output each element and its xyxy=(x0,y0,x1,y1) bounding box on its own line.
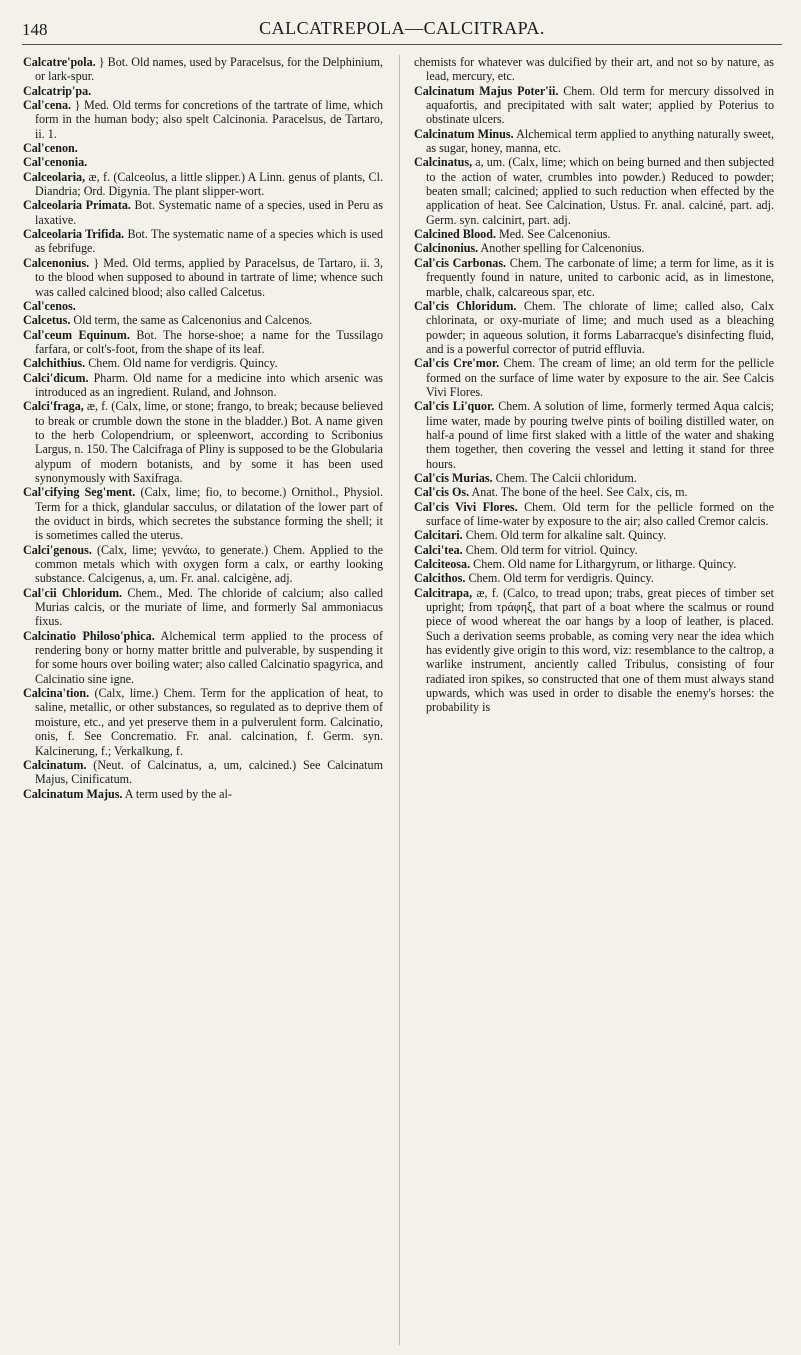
entry-definition: (Calx, lime; γεννάω, to generate.) Chem. Applied to the common metals which with oxygen form a calx, or earthy looking substance. Calcigenus, a, um. Fr. anal. calcigène, adj. xyxy=(35,542,383,586)
entry-headword: Cal'cis Carbonas. xyxy=(414,255,507,270)
entry-headword: Cal'cis Vivi Flores. xyxy=(414,499,518,514)
dictionary-entry xyxy=(23,327,383,357)
entry-definition: Chem., Med. The chloride of calcium; also called Murias calcis, or the muriate of lime, and formerly Sal ammoniacus fixus. xyxy=(35,585,383,629)
entry-definition: Bot. The horse-shoe; a name for the Tussilago farfara, or colt's-foot, from the shape of its leaf. xyxy=(35,327,383,356)
entry-definition: Another spelling for Calcenonius. xyxy=(480,241,645,256)
page-number: 148 xyxy=(22,20,48,39)
entry-headword: Calci'tea. xyxy=(414,542,463,557)
left-column xyxy=(23,55,383,1345)
dictionary-entry xyxy=(23,98,383,141)
dictionary-entry xyxy=(23,313,383,328)
entry-headword: Calcitari. xyxy=(414,528,463,543)
entry-definition: Anat. The bone of the heel. See Calx, cis, m. xyxy=(471,485,688,500)
entry-headword: Cal'cis Os. xyxy=(414,485,470,500)
dictionary-entry xyxy=(414,83,774,127)
dictionary-entry xyxy=(414,571,774,586)
dictionary-entry xyxy=(414,155,774,227)
entry-headword: Calcinatum Majus Poter'ii. xyxy=(414,83,559,98)
entry-definition: } Med. Old terms for concretions of the tartrate of lime, which form in the human body; also spelt Calcinonia. Paracelsus, de Tartaro, ii. 1. xyxy=(35,98,383,141)
entry-headword: Calcinatus, xyxy=(414,155,473,170)
entry-definition: Chem. Old term for verdigris. Quincy. xyxy=(468,571,654,586)
entry-definition: Alchemical term applied to the process of rendering bony or horny matter brittle and pulverable, by suspending it for some hours over boiling water; also called Calcinatio spagyrica, and Calcinatio sine igne. xyxy=(35,628,383,686)
dictionary-entry xyxy=(23,83,383,98)
entry-definition: (Neut. of Calcinatus, a, um, calcined.) See Calcinatum Majus, Cinificatum. xyxy=(35,757,383,787)
entry-definition: Chem. Old term for mercury dissolved in aquafortis, and precipitated with salt water; applied by Poterius to obstinate ulcers. xyxy=(426,83,774,127)
entry-definition: Chem. Old term for alkaline salt. Quincy. xyxy=(465,528,667,543)
entry-headword: Cal'cifying Seg'ment. xyxy=(23,485,136,500)
entry-headword: Cal'cis Chloridum. xyxy=(414,298,517,313)
entry-definition: æ, f. (Calx, lime, or stone; frango, to break; because believed to break or crumble down the stone in the bladder.) Bot. A name given to the herb Colopendrium, or spleenwort, according to Scribonius Largus, n. 150. The Calcifraga of Pliny is supposed to be the Globularia alypum of modern botanists, and by some it has been used synonymously with Saxifraga. xyxy=(35,399,383,485)
dictionary-entry xyxy=(414,55,774,84)
dictionary-entry xyxy=(23,198,383,227)
entry-headword: Calcina'tion. xyxy=(23,686,90,701)
entry-headword: Cal'cenos. xyxy=(23,298,76,313)
entry-definition: Chem. Old name for verdigris. Quincy. xyxy=(88,356,278,371)
running-head: CALCATREPOLA—CALCITRAPA. xyxy=(259,18,545,38)
dictionary-entry xyxy=(23,155,383,170)
entry-headword: Cal'cis Li'quor. xyxy=(414,399,495,414)
dictionary-entry xyxy=(414,255,774,299)
entry-definition: (Calx, lime; fio, to become.) Ornithol., Physiol. Term for a thick, glandular sacculus, or dilatation of the lower part of the oviduct in birds, which secretes the substance forming the shell; it is sometimes called the uterus. xyxy=(35,485,383,543)
entry-definition: Alchemical term applied to anything naturally sweet, as sugar, honey, manna, etc. xyxy=(426,126,774,156)
entry-headword: Calceolaria, xyxy=(23,169,86,184)
entry-headword: Cal'cii Chloridum. xyxy=(23,585,123,600)
page-header xyxy=(22,10,782,45)
entry-headword: Calcenonius. xyxy=(23,255,90,270)
column-divider xyxy=(399,55,400,1345)
dictionary-entry xyxy=(414,485,774,500)
dictionary-entry xyxy=(23,686,383,758)
entry-definition: Med. See Calcenonius. xyxy=(499,227,611,242)
entry-headword: Calcatre'pola. xyxy=(23,55,96,69)
dictionary-entry xyxy=(23,585,383,629)
dictionary-entry xyxy=(414,585,774,715)
dictionary-entry xyxy=(23,399,383,485)
entry-definition: Chem. The chlorate of lime; called also, Calx chlorinata, or oxy-muriate of lime; and much used as a bleaching powder; in aqueous solution, it forms Labarracque's disinfecting fluid, and is a powerful corrector of putrid effluvia. xyxy=(426,298,774,356)
entry-headword: Calci'genous. xyxy=(23,542,92,557)
entry-headword: Cal'cis Cre'mor. xyxy=(414,356,500,371)
entry-headword: Calci'dicum. xyxy=(23,370,89,385)
dictionary-entry xyxy=(23,757,383,787)
entry-definition: } Bot. Old names, used by Paracelsus, for the Delphinium, or lark-spur. xyxy=(35,55,383,84)
dictionary-entry xyxy=(414,399,774,471)
entry-definition: a, um. (Calx, lime; which on being burned and then subjected to the action of water, crumbles into powder.) Reduced to powder; beaten small; calcined; applied to such reduction when effected by the application of heat. See Calcination, Ustus. Fr. anal. calciné, part. adj. Germ. syn. calcinirt, part. adj. xyxy=(426,155,774,227)
dictionary-entry xyxy=(414,528,774,543)
dictionary-entry xyxy=(414,499,774,529)
entry-definition: æ, f. (Calceolus, a little slipper.) A Linn. genus of plants, Cl. Diandria; Ord. Digynia. The plant slipper-wort. xyxy=(35,169,383,199)
entry-headword: Calcithos. xyxy=(414,571,466,586)
entry-definition: Chem. The Calcii chloridum. xyxy=(495,470,637,485)
entry-definition: Chem. The carbonate of lime; a term for lime, as it is frequently found in nature, united to carbonic acid, as in limestone, marble, chalk, calcareous spar, etc. xyxy=(426,255,774,299)
entry-definition: Chem. Old term for vitriol. Quincy. xyxy=(465,542,638,557)
dictionary-entry xyxy=(414,298,774,356)
entry-headword: Calcetus. xyxy=(23,313,71,328)
entry-headword: Calcinatio Philoso'phica. xyxy=(23,628,155,643)
dictionary-entry xyxy=(414,241,774,256)
entry-headword: Calciteosa. xyxy=(414,557,471,572)
dictionary-entry xyxy=(23,298,383,313)
entry-headword: Calcinatum Minus. xyxy=(414,126,514,141)
entry-headword: Calci'fraga, xyxy=(23,399,84,414)
entry-headword: Calceolaria Trifida. xyxy=(23,227,125,242)
entry-headword: Cal'cenonia. xyxy=(23,155,88,170)
entry-headword: Calcinatum. xyxy=(23,757,87,772)
entry-headword: Cal'cis Murias. xyxy=(414,470,493,485)
dictionary-entry xyxy=(23,542,383,586)
entry-definition: Chem. Old term for the pellicle formed on the surface of lime-water by exposure to the air; also called Cremor calcis. xyxy=(426,499,774,528)
dictionary-entry xyxy=(23,141,383,156)
dictionary-entry xyxy=(23,356,383,371)
dictionary-entry xyxy=(414,356,774,399)
entry-definition: Bot. Systematic name of a species, used in Peru as laxative. xyxy=(35,198,383,227)
dictionary-entry xyxy=(23,628,383,686)
entry-headword: Cal'ceum Equinum. xyxy=(23,327,130,342)
entry-headword: Calchithius. xyxy=(23,356,86,371)
entry-definition: Chem. The cream of lime; an old term for the pellicle formed on the surface of lime water by exposure to the air. See Calcis Vivi Flores. xyxy=(426,356,774,399)
entry-headword: Calcinatum Majus. xyxy=(23,786,123,801)
entry-headword: Calcatrip'pa. xyxy=(23,83,92,98)
dictionary-entry xyxy=(23,55,383,84)
entry-definition: æ, f. (Calco, to tread upon; trabs, great pieces of timber set upright; from τράφηξ, that part of a boat where the scalmus or round piece of wood whereat the oar hangs by a loop of leather, is placed. Such a derivation seems probable, as coming very near the idea which has evidently give origin to this word, viz: resemblance to the caltrop, a warlike instrument, anciently called Tribulus, consisting of four radiated iron spikes, so constructed that one of them must always stand upwards, which was used in order to disable the enemy's horses: the probability is xyxy=(426,585,774,715)
dictionary-entry xyxy=(23,255,383,299)
entry-definition: } Med. Old terms, applied by Paracelsus, de Tartaro, ii. 3, to the blood when supposed to abound in tartrate of lime; whence such was called calcined blood; also called Calcetus. xyxy=(35,255,383,299)
dictionary-entry xyxy=(414,227,774,242)
entry-definition: Bot. The systematic name of a species which is used as febrifuge. xyxy=(35,227,383,256)
entry-definition: Chem. A solution of lime, formerly termed Aqua calcis; lime water, made by pouring twelve pints of boiling distilled water, on half-a pound of lime first slaked with a little of the water and shaking them together, then covering the vessel and letting it stand for three hours. xyxy=(426,399,774,471)
entry-headword: Cal'cenon. xyxy=(23,141,78,156)
entry-definition: Chem. Old name for Lithargyrum, or litharge. Quincy. xyxy=(473,557,737,572)
entry-headword: Cal'cena. xyxy=(23,98,72,113)
entry-headword: Calcined Blood. xyxy=(414,227,496,242)
entry-definition: A term used by the al- xyxy=(124,786,232,801)
entry-definition: Pharm. Old name for a medicine into which arsenic was introduced as an ingredient. Ruland, and Johnson. xyxy=(35,370,383,399)
entry-definition: chemists for whatever was dulcified by their art, and not so by nature, as lead, mercury, etc. xyxy=(414,55,774,84)
dictionary-entry xyxy=(414,557,774,572)
dictionary-entry xyxy=(23,169,383,199)
dictionary-entry xyxy=(23,786,383,801)
entry-headword: Calcitrapa, xyxy=(414,585,473,600)
right-column xyxy=(414,55,774,1345)
dictionary-entry xyxy=(414,126,774,156)
dictionary-entry xyxy=(414,542,774,557)
entry-headword: Calceolaria Primata. xyxy=(23,198,131,213)
entry-headword: Calcinonius. xyxy=(414,241,479,256)
dictionary-entry xyxy=(414,470,774,485)
entry-definition: Old term, the same as Calcenonius and Calcenos. xyxy=(73,313,313,328)
entry-definition: (Calx, lime.) Chem. Term for the application of heat, to saline, metallic, or other substances, so regulated as to deprive them of moisture, etc., and yet preserve them in a pulverulent form. Calcinatio, onis, f. See Concrematio. Fr. anal. calcination, f. Germ. syn. Kalcinerung, f.; Verkalkung, f. xyxy=(35,686,383,758)
dictionary-entry xyxy=(23,370,383,400)
dictionary-entry xyxy=(23,485,383,543)
dictionary-entry xyxy=(23,227,383,256)
